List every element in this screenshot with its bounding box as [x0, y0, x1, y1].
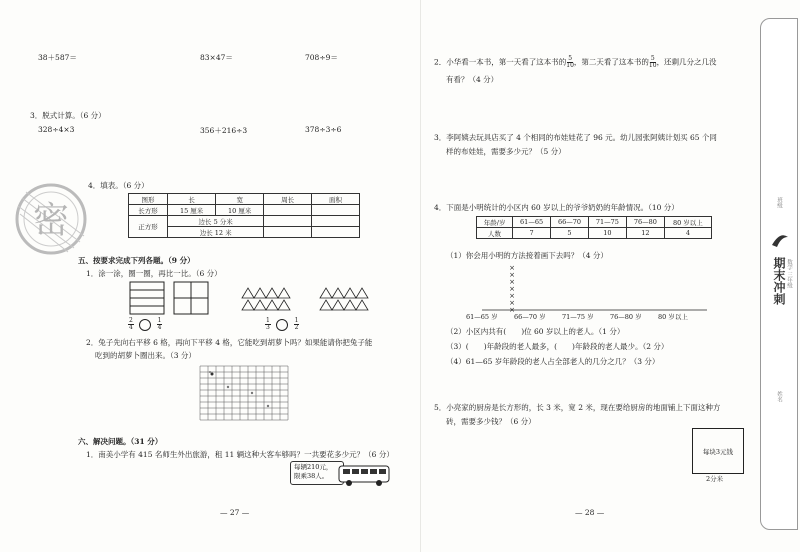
table-cell: 正方形 [129, 216, 168, 238]
table-cell: 人数 [477, 228, 513, 239]
q2-text: 有看？（4 分） [446, 75, 499, 84]
page-number: — 28 — [575, 508, 605, 517]
q4-label: 4．填表。（6 分） [88, 181, 149, 190]
blank-cell[interactable] [312, 205, 360, 216]
table-cell: 10 [588, 228, 626, 239]
translation-grid [198, 364, 290, 426]
q3-label: 3．脱式计算。（6 分） [30, 111, 106, 120]
tile-label: 每块3元钱 [702, 447, 734, 456]
q5-text: 砖，需要多少钱？（6 分） [446, 417, 536, 426]
table-cell: 10 厘米 [216, 205, 264, 216]
brand-logo-icon [769, 229, 791, 251]
triangles-group-b-icon [320, 288, 368, 310]
q5-1-label: 1．涂一涂，圈一圈，再比一比。（6 分） [86, 269, 222, 278]
table-header: 长 [168, 194, 216, 205]
calc-item: 38＋587＝ [38, 53, 77, 62]
q2-text: 2．小华看一本书，第一天看了这本书的 $\frac{5}{10}$ ，第二天看了这本书的 $\frac{5}{10}$ ，还剩几分之几没 [434, 55, 717, 69]
quartered-square-icon [174, 282, 208, 314]
table-header: 66—70 [551, 217, 589, 228]
blank-cell[interactable] [264, 205, 312, 216]
table-cell: 长方形 [129, 205, 168, 216]
fill-table [128, 193, 360, 238]
table-header: 面积 [312, 194, 360, 205]
table-header: 76—80 [626, 217, 664, 228]
page-divider [420, 0, 421, 552]
axis-label: 66—70 岁 [514, 313, 546, 321]
calc-item: 378÷3÷6 [305, 125, 342, 134]
table-header: 80 岁以上 [664, 217, 711, 228]
stamp-char: 密 [32, 200, 70, 241]
table-cell: 边长 12 米 [168, 227, 264, 238]
q4-2-text: （2）小区内共有( )位 60 岁以上的老人。（1 分） [446, 327, 625, 336]
axis-label: 61—65 岁 [466, 313, 498, 321]
bus-note: 每辆210元， 限乘38人。 [290, 461, 344, 485]
spine-margin [760, 18, 798, 530]
compare-row-a: $\frac{2}{4}$ $\frac{1}{4}$ [129, 317, 162, 331]
q6-1-text: 1．南美小学有 415 名师生外出旅游，租 11 辆这种大客车够吗？一共要花多少元？（6 分） [86, 450, 394, 459]
tile-box [692, 428, 744, 474]
fraction-figures [128, 280, 428, 320]
blank-cell[interactable] [264, 227, 312, 238]
table-header: 图形 [129, 194, 168, 205]
svg-text:×: × [509, 292, 515, 300]
blank-cell[interactable] [312, 216, 360, 227]
svg-text:×: × [509, 264, 515, 272]
compare-circle[interactable] [139, 319, 151, 331]
q3-text: 3．李阿姨去玩具店买了 4 个相同的布娃娃花了 96 元。幼儿园张阿姨计划买 65 个同 [434, 133, 717, 142]
axis-label: 80 岁以上 [658, 313, 688, 321]
table-header: 周长 [264, 194, 312, 205]
page-number: — 27 — [220, 508, 250, 517]
q4-3-text: （3）( )年龄段的老人最多，( )年龄段的老人最少。（2 分） [446, 342, 669, 351]
bus-icon [335, 462, 395, 490]
spine-class-label: 班级 [776, 197, 782, 208]
table-header: 宽 [216, 194, 264, 205]
blank-cell[interactable] [264, 216, 312, 227]
section-6-title: 六、解决问题。（31 分） [78, 437, 163, 446]
spine-brand: 期末冲刺 [772, 257, 786, 305]
svg-text:×: × [509, 285, 515, 293]
table-cell: 15 厘米 [168, 205, 216, 216]
table-cell: 5 [551, 228, 589, 239]
axis-label: 76—80 岁 [610, 313, 642, 321]
table-cell: 12 [626, 228, 664, 239]
table-header: 年龄/岁 [477, 217, 513, 228]
calc-item: 83×47＝ [200, 53, 233, 62]
tally-axis [462, 262, 712, 314]
q4-4-text: （4）61—65 岁年龄段的老人占全部老人的几分之几？（3 分） [446, 357, 660, 366]
table-cell: 边长 5 分米 [168, 216, 264, 227]
svg-text:×: × [509, 306, 515, 314]
calc-item: 708÷9＝ [305, 53, 338, 62]
q3-text: 样的布娃娃，需要多少元？（5 分） [446, 147, 566, 156]
table-header: 61—65 [513, 217, 551, 228]
blank-cell[interactable] [312, 227, 360, 238]
q5-2-text: 吃到的胡萝卜圈出来。（3 分） [95, 351, 196, 360]
confidential-stamp-icon [12, 178, 90, 260]
svg-text:×: × [509, 278, 515, 286]
spine-name-label: 姓名 [776, 391, 782, 402]
age-table [476, 216, 712, 239]
striped-square-icon [130, 282, 164, 314]
axis-label: 71—75 岁 [562, 313, 594, 321]
triangles-group-a-icon [242, 288, 290, 310]
table-cell: 4 [664, 228, 711, 239]
section-5-title: 五、按要求完成下列各题。（9 分） [78, 256, 195, 265]
q5-2-text: 2．兔子先向右平移 6 格，再向下平移 4 格，它能吃到胡萝卜吗？如果能请你把兔子能 [86, 338, 373, 347]
svg-text:×: × [509, 299, 515, 307]
table-header: 71—75 [588, 217, 626, 228]
table-cell: 7 [513, 228, 551, 239]
svg-text:×: × [509, 271, 515, 279]
tally-marks [509, 264, 515, 314]
compare-circle[interactable] [276, 319, 288, 331]
compare-row-b: $\frac{1}{3}$ $\frac{1}{2}$ [266, 317, 299, 331]
q4-text: 4．下面是小明统计的小区内 60 岁以上的爷爷奶奶的年龄情况。（10 分） [434, 203, 679, 212]
calc-item: 328÷4×3 [38, 125, 75, 134]
calc-item: 356＋216÷3 [200, 126, 248, 135]
q4-1-text: （1）你会用小明的方法接着画下去吗？（4 分） [446, 251, 608, 260]
spine-sub: 数学 三年级 [786, 259, 792, 289]
q5-text: 5．小亮家的厨房是长方形的，长 3 米，宽 2 米，现在要给厨房的地面铺上下面这种方 [434, 403, 721, 412]
tile-size: 2分米 [706, 475, 724, 483]
